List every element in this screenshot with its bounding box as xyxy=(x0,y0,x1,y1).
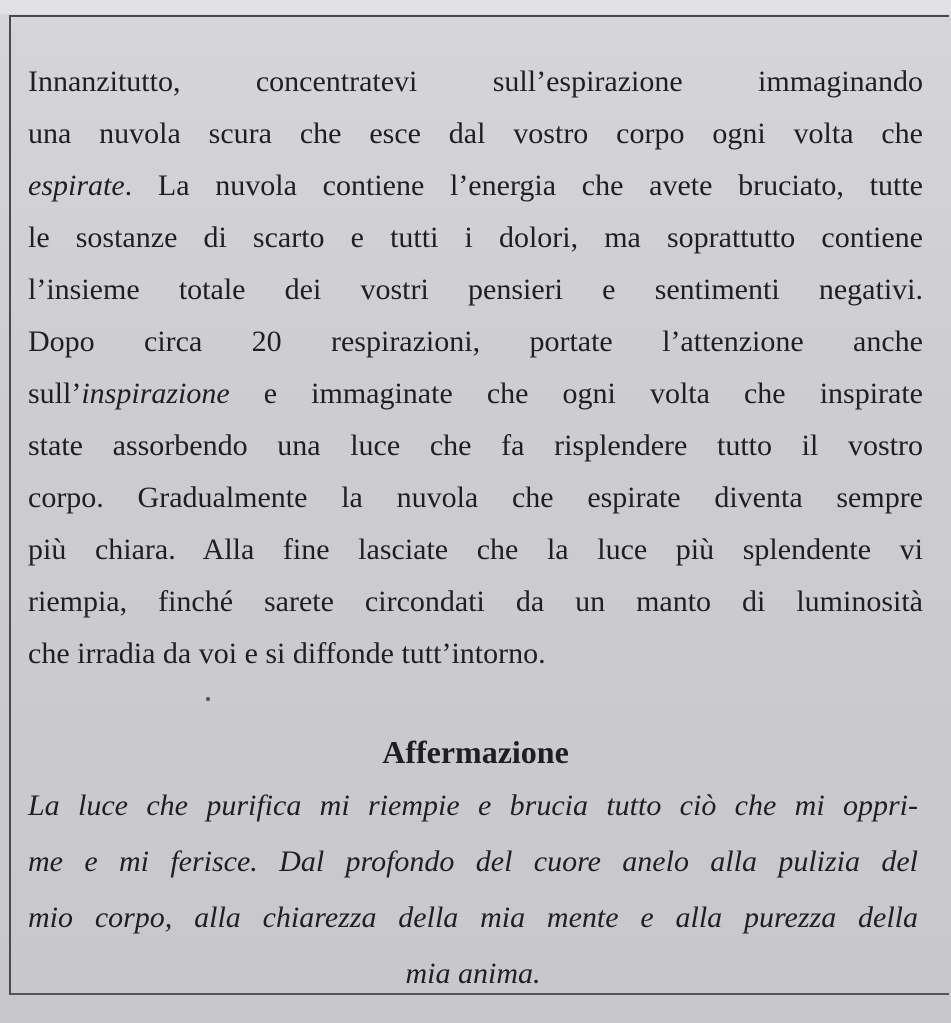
body-paragraph xyxy=(28,56,923,680)
paragraph-line xyxy=(28,212,923,264)
text-run: Dopo circa 20 respirazioni, portate l’attenzione anche xyxy=(28,325,923,358)
paragraph-line xyxy=(28,108,923,160)
text-run: l’insieme totale dei vostri pensieri e sentimenti negativi. xyxy=(28,273,923,306)
text-run: che irradia da voi e si diffonde tutt’intorno. xyxy=(28,637,546,670)
italic-run: espirate xyxy=(28,169,125,202)
affirmation-line: mio corpo, alla chiarezza della mia mente e alla purezza della xyxy=(28,901,918,934)
text-run: e immaginate che ogni volta che inspirate xyxy=(229,377,923,410)
paragraph-line xyxy=(28,368,923,420)
paragraph-line xyxy=(28,628,923,680)
paper-speck xyxy=(206,697,210,701)
text-run: . La nuvola contiene l’energia che avete bruciato, tutte xyxy=(124,169,923,202)
paragraph-line xyxy=(28,264,923,316)
affirmation-line: La luce che purifica mi riempie e brucia tutto ciò che mi oppri- xyxy=(28,789,918,822)
text-run: le sostanze di scarto e tutti i dolori, ma soprattutto contiene xyxy=(28,221,923,254)
paragraph-line xyxy=(28,576,923,628)
paragraph-line xyxy=(28,524,923,576)
page-top-edge xyxy=(0,0,951,14)
text-run: più chiara. Alla fine lasciate che la luce più splendente vi xyxy=(28,533,923,566)
affirmation-line: mia anima. xyxy=(405,957,541,990)
text-run: riempia, finché sarete circondati da un manto di luminosità xyxy=(28,585,923,618)
paragraph-line xyxy=(28,472,923,524)
text-run: Innanzitutto, concentratevi sull’espirazione immaginando xyxy=(28,65,923,98)
italic-run: inspirazione xyxy=(81,377,230,410)
text-run: state assorbendo una luce che fa risplendere tutto il vostro xyxy=(28,429,923,462)
affirmation-text xyxy=(28,778,918,1002)
paragraph-line xyxy=(28,56,923,108)
section-heading: Affermazione xyxy=(382,734,569,770)
affirmation-line: me e mi ferisce. Dal profondo del cuore anelo alla pulizia del xyxy=(28,845,918,878)
text-run: corpo. Gradualmente la nuvola che espirate diventa sempre xyxy=(28,481,923,514)
text-run: sull’ xyxy=(28,377,82,410)
paragraph-line xyxy=(28,420,923,472)
paragraph-line xyxy=(28,160,923,212)
text-run: una nuvola scura che esce dal vostro corpo ogni volta che xyxy=(28,117,923,150)
paragraph-line xyxy=(28,316,923,368)
